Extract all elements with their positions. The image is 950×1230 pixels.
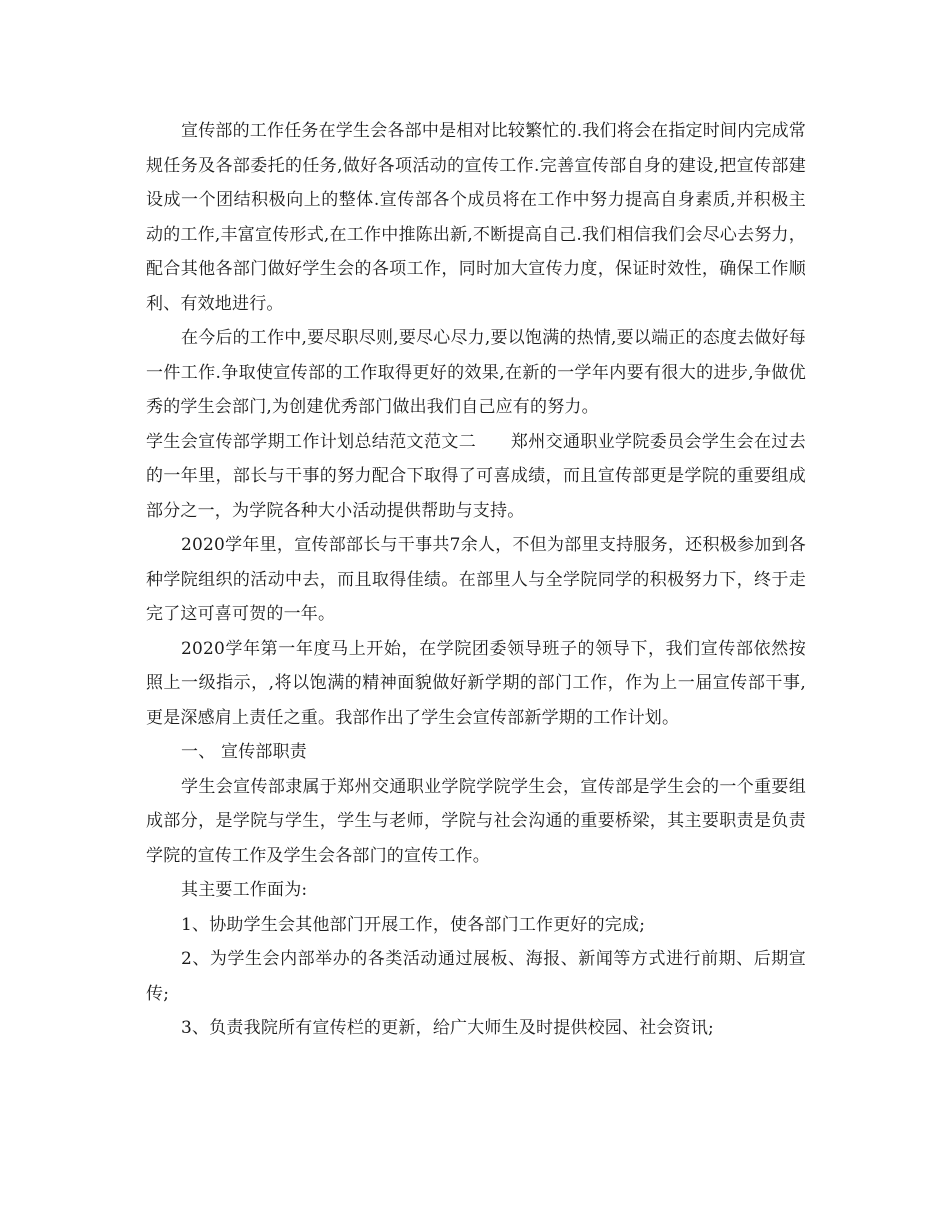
paragraph-duties: 学生会宣传部隶属于郑州交通职业学院学院学生会，宣传部是学生会的一个重要组成部分，是学院与学生，学生与老师，学院与社会沟通的重要桥梁，其主要职责是负责学院的宣传工作及学生会各部门的宣传工作。 bbox=[146, 776, 806, 866]
paragraph-main-work-intro: 其主要工作面为: bbox=[181, 880, 308, 900]
list-item-1: 1、协助学生会其他部门开展工作，使各部门工作更好的完成; bbox=[181, 914, 646, 935]
paragraph-2020-year: 2020学年里，宣传部部长与干事共7余人，不但为部里支持服务，还积极参加到各种学院组织的活动中去，而且取得佳绩。在部里人与全学院同学的积极努力下，终于走完了这可喜可贺的一年。 bbox=[146, 535, 806, 624]
section-heading-duties: 一、 宣传部职责 bbox=[181, 742, 308, 762]
document-page bbox=[146, 114, 806, 1046]
paragraph-article-two-title: 学生会宣传部学期工作计划总结范文范文二 郑州交通职业学院委员会学生会在过去的一年里，部长与干事的努力配合下取得了可喜成绩，而且宣传部更是学院的重要组成部分之一，为学院各种大小活动提供帮助与支持。 bbox=[146, 431, 806, 521]
paragraph-new-year: 2020学年第一年度马上开始，在学院团委领导班子的领导下，我们宣传部依然按照上一级指示，,将以饱满的精神面貌做好新学期的部门工作，作为上一届宣传部干事,更是深感肩上责任之重。我部作出了学生会宣传部新学期的工作计划。 bbox=[146, 638, 806, 728]
paragraph-future-work: 在今后的工作中,要尽职尽则,要尽心尽力,要以饱满的热情,要以端正的态度去做好每一件工作.争取使宣传部的工作取得更好的效果,在新的一学年内要有很大的进步,争做优秀的学生会部门,为创建优秀部门做出我们自己应有的努力。 bbox=[146, 328, 806, 417]
paragraph-intro: 宣传部的工作任务在学生会各部中是相对比较繁忙的.我们将会在指定时间内完成常规任务及各部委托的任务,做好各项活动的宣传工作.完善宣传部自身的建设,把宣传部建设成一个团结积极向上的整体.宣传部各个成员将在工作中努力提高自身素质,并积极主动的工作,丰富宣传形式,在工作中推陈出新,不断提高自己.我们相信我们会尽心去努力，配合其他各部门做好学生会的各项工作，同时加大宣传力度，保证时效性，确保工作顺利、有效地进行。 bbox=[146, 121, 806, 314]
list-item-3: 3、负责我院所有宣传栏的更新，给广大师生及时提供校园、社会资讯; bbox=[181, 1018, 714, 1038]
list-item-2: 2、为学生会内部举办的各类活动通过展板、海报、新闻等方式进行前期、后期宣传; bbox=[146, 949, 806, 1004]
